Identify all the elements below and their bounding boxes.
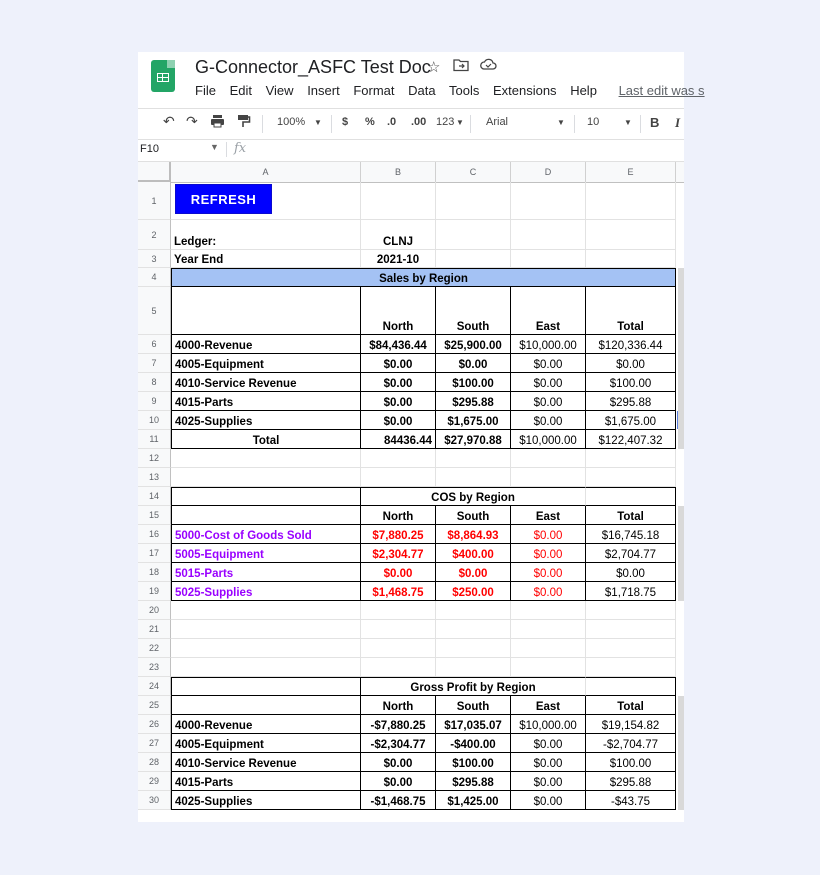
scroll-edge-marker — [678, 696, 684, 810]
row-header-17[interactable]: 17 — [138, 544, 171, 563]
row-header-3[interactable]: 3 — [138, 250, 171, 268]
value-cell[interactable]: $1,675.00 — [586, 411, 676, 430]
value-cell[interactable]: $100.00 — [436, 753, 511, 772]
grid-cell[interactable] — [171, 658, 361, 677]
column-label[interactable]: South — [436, 696, 511, 715]
account-label[interactable]: 4005-Equipment — [171, 354, 361, 373]
value-cell[interactable]: $295.88 — [586, 392, 676, 411]
menu-format[interactable]: Format — [353, 83, 395, 98]
sheets-logo-icon[interactable] — [151, 60, 175, 92]
value-cell[interactable]: $0.00 — [511, 411, 586, 430]
year-end-label[interactable]: Year End — [171, 250, 361, 268]
column-label[interactable]: East — [511, 506, 586, 525]
total-value[interactable]: $10,000.00 — [511, 430, 586, 449]
column-label[interactable]: Total — [586, 696, 676, 715]
value-cell[interactable]: $0.00 — [511, 582, 586, 601]
row-header-19[interactable]: 19 — [138, 582, 171, 601]
star-icon[interactable]: ☆ — [427, 59, 441, 76]
value-cell[interactable]: $0.00 — [511, 392, 586, 411]
grid-cell[interactable] — [436, 182, 511, 220]
row-header-20[interactable]: 20 — [138, 601, 171, 620]
column-label[interactable]: East — [511, 287, 586, 335]
grid-cell[interactable] — [436, 449, 511, 468]
grid-cell[interactable] — [171, 487, 361, 506]
value-cell[interactable]: $120,336.44 — [586, 335, 676, 354]
grid-cell[interactable] — [586, 487, 676, 506]
row-header-5[interactable]: 5 — [138, 287, 171, 335]
ledger-label[interactable]: Ledger: — [171, 220, 361, 250]
last-edit-link[interactable]: Last edit was s — [618, 83, 705, 98]
grid-cell[interactable] — [436, 601, 511, 620]
menu-edit[interactable]: Edit — [229, 83, 252, 98]
function-fx-icon: fx — [234, 141, 247, 156]
redo-icon[interactable]: ↷ — [186, 113, 198, 129]
row-header-9[interactable]: 9 — [138, 392, 171, 411]
grid-cell[interactable] — [171, 620, 361, 639]
value-cell[interactable]: $0.00 — [511, 563, 586, 582]
value-cell[interactable]: $19,154.82 — [586, 715, 676, 734]
row-header-10[interactable]: 10 — [138, 411, 171, 430]
column-label[interactable]: North — [361, 696, 436, 715]
grid-cell[interactable] — [171, 287, 361, 335]
column-label[interactable]: Total — [586, 506, 676, 525]
grid-cell[interactable] — [511, 468, 586, 487]
column-header-c[interactable]: C — [436, 162, 511, 182]
grid-cell[interactable] — [436, 250, 511, 268]
value-cell[interactable]: $100.00 — [586, 373, 676, 392]
grid-cell[interactable] — [586, 639, 676, 658]
value-cell[interactable]: -$400.00 — [436, 734, 511, 753]
more-formats-button[interactable]: 123 — [436, 116, 455, 128]
value-cell[interactable]: $1,468.75 — [361, 582, 436, 601]
name-box[interactable]: F10 — [140, 143, 159, 155]
value-cell[interactable]: -$2,304.77 — [361, 734, 436, 753]
row-header-11[interactable]: 11 — [138, 430, 171, 449]
row-header-28[interactable]: 28 — [138, 753, 171, 772]
grid-cell[interactable] — [436, 658, 511, 677]
account-label[interactable]: 4000-Revenue — [171, 335, 361, 354]
grid-cell[interactable] — [511, 250, 586, 268]
grid-cell[interactable] — [171, 696, 361, 715]
ledger-value[interactable]: CLNJ — [361, 220, 436, 250]
row-header-16[interactable]: 16 — [138, 525, 171, 544]
refresh-button[interactable]: REFRESH — [175, 184, 272, 214]
value-cell[interactable]: $0.00 — [361, 411, 436, 430]
cos-by-region-title: COS by Region — [361, 487, 586, 506]
grid-cell[interactable] — [586, 182, 676, 220]
grid-cell[interactable] — [511, 449, 586, 468]
grid-cell[interactable] — [511, 639, 586, 658]
grid-cell[interactable] — [171, 506, 361, 525]
value-cell[interactable]: -$7,880.25 — [361, 715, 436, 734]
grid-cell[interactable] — [586, 620, 676, 639]
account-label[interactable]: 4010-Service Revenue — [171, 373, 361, 392]
total-value[interactable]: $122,407.32 — [586, 430, 676, 449]
row-header-14[interactable]: 14 — [138, 487, 171, 506]
grid-cell[interactable] — [436, 620, 511, 639]
gross-profit-by-region-title: Gross Profit by Region — [361, 677, 586, 696]
account-label[interactable]: 4025-Supplies — [171, 791, 361, 810]
grid-cell[interactable] — [171, 468, 361, 487]
grid-cell[interactable] — [586, 658, 676, 677]
value-cell[interactable]: $0.00 — [586, 563, 676, 582]
document-title[interactable]: G-Connector_ASFC Test Doc — [195, 57, 431, 77]
menu-tools[interactable]: Tools — [448, 83, 480, 98]
grid-cell[interactable] — [436, 639, 511, 658]
total-value[interactable]: $27,970.88 — [436, 430, 511, 449]
move-folder-icon[interactable] — [453, 58, 469, 76]
account-label[interactable]: 4000-Revenue — [171, 715, 361, 734]
row-header-29[interactable]: 29 — [138, 772, 171, 791]
account-label[interactable]: 4015-Parts — [171, 392, 361, 411]
value-cell[interactable]: $0.00 — [511, 525, 586, 544]
row-header-21[interactable]: 21 — [138, 620, 171, 639]
account-label[interactable]: 5000-Cost of Goods Sold — [171, 525, 361, 544]
row-header-30[interactable]: 30 — [138, 791, 171, 810]
grid-cell[interactable] — [511, 220, 586, 250]
grid-cell[interactable] — [586, 601, 676, 620]
toolbar — [138, 108, 684, 140]
grid-cell[interactable] — [361, 449, 436, 468]
value-cell[interactable]: -$2,704.77 — [586, 734, 676, 753]
value-cell[interactable]: $25,900.00 — [436, 335, 511, 354]
value-cell[interactable]: $0.00 — [361, 392, 436, 411]
formula-divider — [226, 142, 227, 157]
grid-cell[interactable] — [171, 677, 361, 696]
row-header-26[interactable]: 26 — [138, 715, 171, 734]
grid-cell[interactable] — [511, 601, 586, 620]
zoom-caret-icon[interactable]: ▼ — [314, 118, 322, 127]
menu-extensions[interactable]: Extensions — [492, 83, 557, 98]
column-label[interactable]: North — [361, 287, 436, 335]
row-header-8[interactable]: 8 — [138, 373, 171, 392]
grid-cell[interactable] — [586, 468, 676, 487]
value-cell[interactable]: $10,000.00 — [511, 715, 586, 734]
value-cell[interactable]: $0.00 — [511, 772, 586, 791]
value-cell[interactable]: $250.00 — [436, 582, 511, 601]
menu-insert[interactable]: Insert — [307, 83, 340, 98]
value-cell[interactable]: $0.00 — [511, 373, 586, 392]
value-cell[interactable]: $1,425.00 — [436, 791, 511, 810]
sales-by-region-title: Sales by Region — [171, 268, 676, 287]
value-cell[interactable]: $2,704.77 — [586, 544, 676, 563]
column-label[interactable]: South — [436, 506, 511, 525]
row-header-12[interactable]: 12 — [138, 449, 171, 468]
account-label[interactable]: 4015-Parts — [171, 772, 361, 791]
column-header-e[interactable]: E — [586, 162, 676, 182]
value-cell[interactable]: -$43.75 — [586, 791, 676, 810]
grid-cell[interactable] — [361, 658, 436, 677]
account-label[interactable]: 5025-Supplies — [171, 582, 361, 601]
row-header-6[interactable]: 6 — [138, 335, 171, 354]
grid-cell[interactable] — [361, 182, 436, 220]
font-caret-icon[interactable]: ▼ — [557, 118, 565, 127]
scroll-edge-marker — [678, 268, 684, 449]
spreadsheet-window — [138, 52, 705, 822]
menu-data[interactable]: Data — [408, 83, 436, 98]
value-cell[interactable]: $16,745.18 — [586, 525, 676, 544]
italic-button[interactable]: I — [675, 115, 681, 130]
toolbar-divider — [574, 115, 575, 133]
grid-cell[interactable] — [361, 468, 436, 487]
row-header-7[interactable]: 7 — [138, 354, 171, 373]
value-cell[interactable]: $0.00 — [511, 791, 586, 810]
year-end-value[interactable]: 2021-10 — [361, 250, 436, 268]
grid-cell[interactable] — [436, 220, 511, 250]
grid-cell[interactable] — [171, 449, 361, 468]
decrease-decimal-button[interactable]: .0 — [387, 116, 397, 128]
account-label[interactable]: 5015-Parts — [171, 563, 361, 582]
undo-icon[interactable]: ↶ — [163, 113, 175, 129]
value-cell[interactable]: $0.00 — [361, 373, 436, 392]
grid-cell[interactable] — [511, 182, 586, 220]
value-cell[interactable]: $295.88 — [586, 772, 676, 791]
toolbar-divider — [262, 115, 263, 133]
value-cell[interactable]: -$1,468.75 — [361, 791, 436, 810]
row-header-25[interactable]: 25 — [138, 696, 171, 715]
grid-cell[interactable] — [361, 601, 436, 620]
zoom-select[interactable]: 100% — [277, 116, 306, 128]
account-label[interactable]: 4025-Supplies — [171, 411, 361, 430]
row-header-13[interactable]: 13 — [138, 468, 171, 487]
value-cell[interactable]: $17,035.07 — [436, 715, 511, 734]
value-cell[interactable]: $0.00 — [586, 354, 676, 373]
value-cell[interactable]: $295.88 — [436, 772, 511, 791]
font-size-caret-icon[interactable]: ▼ — [624, 118, 632, 127]
value-cell[interactable]: $1,718.75 — [586, 582, 676, 601]
row-header-22[interactable]: 22 — [138, 639, 171, 658]
total-label[interactable]: Total — [171, 430, 361, 449]
grid-cell[interactable] — [586, 220, 676, 250]
select-all-corner[interactable] — [138, 162, 171, 182]
value-cell[interactable]: $0.00 — [511, 544, 586, 563]
column-label[interactable]: North — [361, 506, 436, 525]
menu-help[interactable]: Help — [570, 83, 597, 98]
value-cell[interactable]: $0.00 — [436, 563, 511, 582]
column-label[interactable]: South — [436, 287, 511, 335]
font-select[interactable]: Arial — [486, 116, 509, 128]
total-value[interactable]: 84436.44 — [361, 430, 436, 449]
toolbar-divider — [470, 115, 471, 133]
value-cell[interactable]: $1,675.00 — [436, 411, 511, 430]
value-cell[interactable]: $0.00 — [361, 753, 436, 772]
column-label[interactable]: East — [511, 696, 586, 715]
toolbar-divider — [331, 115, 332, 133]
menu-bar — [195, 83, 715, 98]
row-header-27[interactable]: 27 — [138, 734, 171, 753]
print-icon[interactable] — [210, 114, 225, 131]
toolbar-divider — [640, 115, 641, 133]
value-cell[interactable]: $8,864.93 — [436, 525, 511, 544]
row-header-15[interactable]: 15 — [138, 506, 171, 525]
value-cell[interactable]: $0.00 — [361, 354, 436, 373]
value-cell[interactable]: $0.00 — [361, 772, 436, 791]
menu-file[interactable]: File — [195, 83, 216, 98]
row-header-24[interactable]: 24 — [138, 677, 171, 696]
row-header-18[interactable]: 18 — [138, 563, 171, 582]
formats-caret-icon[interactable]: ▼ — [456, 118, 464, 127]
column-label[interactable]: Total — [586, 287, 676, 335]
grid-cell[interactable] — [361, 620, 436, 639]
row-header-4[interactable]: 4 — [138, 268, 171, 287]
value-cell[interactable]: $84,436.44 — [361, 335, 436, 354]
grid-cell[interactable] — [586, 449, 676, 468]
row-header-1[interactable]: 1 — [138, 182, 171, 220]
grid-cell[interactable] — [361, 639, 436, 658]
bold-button[interactable]: B — [650, 115, 660, 130]
value-cell[interactable]: $400.00 — [436, 544, 511, 563]
value-cell[interactable]: $0.00 — [436, 354, 511, 373]
account-label[interactable]: 5005-Equipment — [171, 544, 361, 563]
grid-cell[interactable] — [511, 620, 586, 639]
percent-format-button[interactable]: % — [365, 116, 375, 128]
column-header-d[interactable]: D — [511, 162, 586, 182]
menu-view[interactable]: View — [265, 83, 294, 98]
row-header-23[interactable]: 23 — [138, 658, 171, 677]
spreadsheet-grid — [138, 162, 684, 822]
value-cell[interactable]: $0.00 — [511, 354, 586, 373]
increase-decimal-button[interactable]: .00 — [411, 116, 427, 128]
cloud-status-icon[interactable] — [480, 58, 497, 75]
row-header-2[interactable]: 2 — [138, 220, 171, 250]
column-header-a[interactable]: A — [171, 162, 361, 182]
account-label[interactable]: 4005-Equipment — [171, 734, 361, 753]
currency-format-button[interactable]: $ — [342, 116, 349, 128]
value-cell[interactable]: $100.00 — [436, 373, 511, 392]
value-cell[interactable]: $100.00 — [586, 753, 676, 772]
value-cell[interactable]: $7,880.25 — [361, 525, 436, 544]
grid-cell[interactable] — [586, 250, 676, 268]
formula-bar — [138, 139, 684, 162]
paint-format-icon[interactable] — [237, 114, 250, 132]
value-cell[interactable]: $0.00 — [361, 563, 436, 582]
grid-cell[interactable] — [586, 677, 676, 696]
value-cell[interactable]: $0.00 — [511, 753, 586, 772]
account-label[interactable]: 4010-Service Revenue — [171, 753, 361, 772]
value-cell[interactable]: $0.00 — [511, 734, 586, 753]
name-box-caret-icon[interactable]: ▼ — [210, 142, 219, 152]
value-cell[interactable]: $10,000.00 — [511, 335, 586, 354]
font-size-select[interactable]: 10 — [587, 116, 600, 128]
value-cell[interactable]: $295.88 — [436, 392, 511, 411]
grid-cell[interactable] — [171, 639, 361, 658]
column-header-b[interactable]: B — [361, 162, 436, 182]
value-cell[interactable]: $2,304.77 — [361, 544, 436, 563]
grid-cell[interactable] — [436, 468, 511, 487]
grid-cell[interactable] — [171, 601, 361, 620]
scroll-edge-marker — [678, 506, 684, 601]
grid-cell[interactable] — [511, 658, 586, 677]
